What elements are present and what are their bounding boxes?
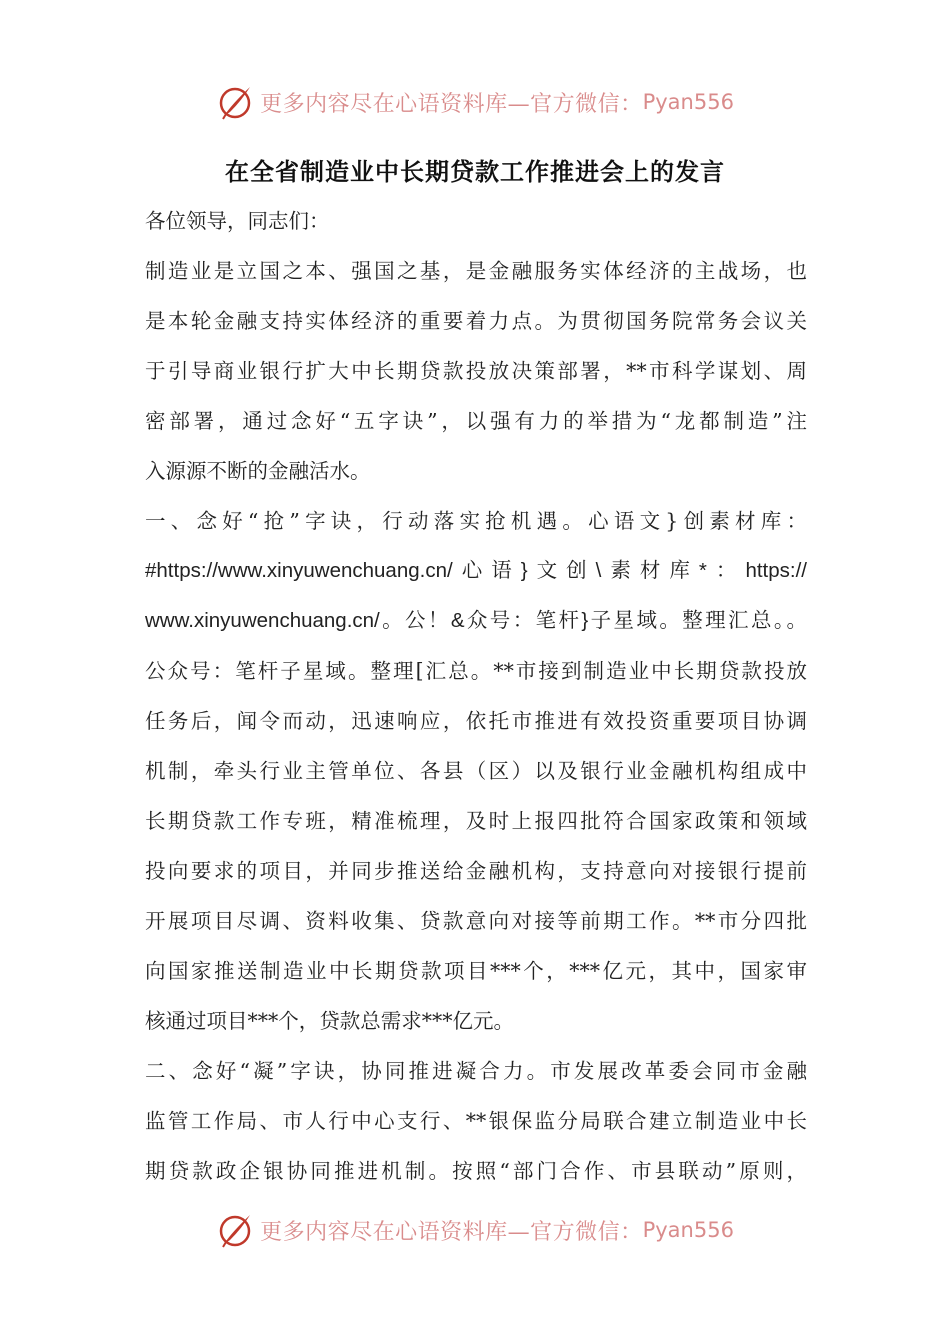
paragraph-line: 向国家推送制造业中长期贷款项目***个，***亿元，其中，国家审 xyxy=(145,959,807,983)
paragraph-line: 投向要求的项目，并同步推送给金融机构，支持意向对接银行提前 xyxy=(145,859,807,883)
paragraph-line: 开展项目尽调、资料收集、贷款意向对接等前期工作。**市分四批 xyxy=(145,909,807,933)
page-title: 在全省制造业中长期贷款工作推进会上的发言 xyxy=(225,158,725,186)
paragraph-line: 密部署，通过念好“五字诀”，以强有力的举措为“龙都制造”注 xyxy=(145,409,807,433)
footer-watermark-banner xyxy=(0,1208,950,1252)
header-watermark-banner xyxy=(0,80,950,124)
paragraph-line: www.xinyuwenchuang.cn/。公！&众号：笔杆}子星域。整理汇总。。 xyxy=(145,609,807,632)
paragraph-line: 长期贷款工作专班，精准梳理，及时上报四批符合国家政策和领域 xyxy=(145,809,807,833)
document-body xyxy=(145,196,807,1196)
paragraph-line: 公众号：笔杆子星域。整理[汇总。**市接到制造业中长期贷款投放 xyxy=(145,659,807,683)
watermark-text: 更多内容尽在心语资料库—官方微信： xyxy=(260,1219,643,1245)
watermark-text: 更多内容尽在心语资料库—官方微信： xyxy=(260,91,643,117)
paragraph-line: #https://www.xinyuwenchuang.cn/心语}文创\素材库*：https:// xyxy=(145,559,807,582)
paragraph-line: 于引导商业银行扩大中长期贷款投放决策部署，**市科学谋划、周 xyxy=(145,359,807,383)
quill-logo-icon xyxy=(216,82,256,122)
salutation: 各位领导，同志们： xyxy=(145,209,330,233)
paragraph-line: 任务后，闻令而动，迅速响应，依托市推进有效投资重要项目协调 xyxy=(145,709,807,733)
paragraph-line: 机制，牵头行业主管单位、各县（区）以及银行业金融机构组成中 xyxy=(145,759,807,783)
wechat-id: Pyan556 xyxy=(642,90,734,114)
paragraph-line: 制造业是立国之本、强国之基，是金融服务实体经济的主战场，也 xyxy=(145,259,807,283)
paragraph-line: 入源源不断的金融活水。 xyxy=(145,459,371,483)
paragraph-line: 监管工作局、市人行中心支行、**银保监分局联合建立制造业中长 xyxy=(145,1109,807,1133)
wechat-id: Pyan556 xyxy=(642,1218,734,1242)
paragraph-line: 是本轮金融支持实体经济的重要着力点。为贯彻国务院常务会议关 xyxy=(145,309,807,333)
section-heading-line: 二、念好“凝”字诀，协同推进凝合力。市发展改革委会同市金融 xyxy=(145,1059,807,1083)
quill-logo-icon xyxy=(216,1210,256,1250)
paragraph-line: 核通过项目***个，贷款总需求***亿元。 xyxy=(145,1009,514,1033)
section-heading-line: 一、念好“抢”字诀，行动落实抢机遇。心语文}创素材库： xyxy=(145,509,807,533)
paragraph-line: 期贷款政企银协同推进机制。按照“部门合作、市县联动”原则， xyxy=(145,1159,807,1183)
